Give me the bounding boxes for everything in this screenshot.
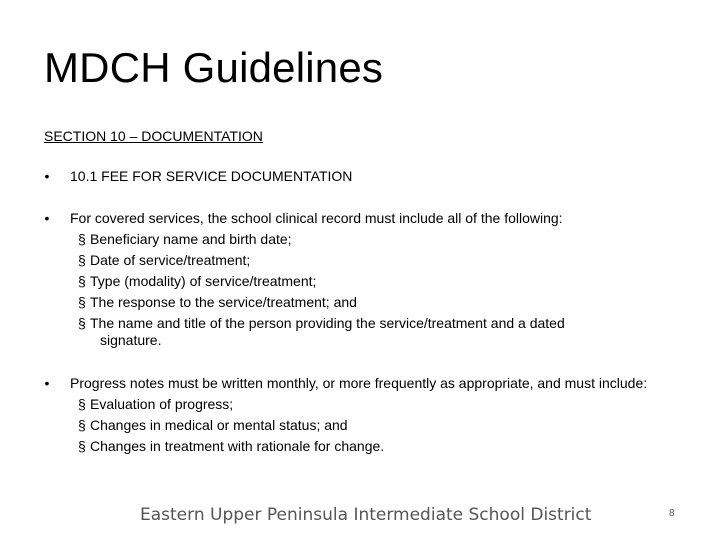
bullet-marker: • xyxy=(44,210,50,226)
list-item xyxy=(78,231,684,248)
footer-district-name: Eastern Upper Peninsula Intermediate School District xyxy=(140,505,592,525)
bullet-text: For covered services, the school clinical record must include all of the following: xyxy=(70,210,563,226)
slide-title: MDCH Guidelines xyxy=(44,44,384,91)
sub-bullet-marker: § xyxy=(78,438,86,454)
list-item xyxy=(78,315,684,349)
sub-bullet-marker: § xyxy=(78,315,86,331)
list-item xyxy=(78,273,684,290)
list-item xyxy=(78,396,684,413)
list-item-text: Date of service/treatment; xyxy=(90,252,251,268)
sub-bullet-marker: § xyxy=(78,273,86,289)
sub-bullet-marker: § xyxy=(78,294,86,310)
section-heading: SECTION 10 – DOCUMENTATION xyxy=(44,128,263,144)
list-item-text-continued: signature. xyxy=(100,332,162,348)
sub-bullet-marker: § xyxy=(78,252,86,268)
list-item xyxy=(78,438,684,455)
list-item-text: Beneficiary name and birth date; xyxy=(90,231,292,247)
list-item-text: Evaluation of progress; xyxy=(90,396,234,412)
list-item-text: The name and title of the person providing the service/treatment and a dated xyxy=(90,315,565,331)
list-item xyxy=(78,252,684,269)
bullet-clinical-record xyxy=(44,210,684,353)
list-item xyxy=(78,417,684,434)
page-number: 8 xyxy=(669,508,675,519)
list-item-text: Type (modality) of service/treatment; xyxy=(90,273,317,289)
progress-notes-sublist xyxy=(44,396,684,455)
clinical-record-sublist xyxy=(44,231,684,349)
bullet-progress-notes xyxy=(44,375,684,459)
bullet-text: Progress notes must be written monthly, or more frequently as appropriate, and must include: xyxy=(70,375,648,391)
list-item xyxy=(78,294,684,311)
list-item-text: The response to the service/treatment; and xyxy=(90,294,357,310)
sub-bullet-marker: § xyxy=(78,396,86,412)
sub-bullet-marker: § xyxy=(78,231,86,247)
list-item-text: Changes in medical or mental status; and xyxy=(90,417,348,433)
bullet-fee-for-service xyxy=(44,168,684,185)
list-item-text: Changes in treatment with rationale for change. xyxy=(90,438,385,454)
bullet-marker: • xyxy=(44,168,50,184)
bullet-text: 10.1 FEE FOR SERVICE DOCUMENTATION xyxy=(70,168,353,184)
bullet-marker: • xyxy=(44,375,50,391)
sub-bullet-marker: § xyxy=(78,417,86,433)
